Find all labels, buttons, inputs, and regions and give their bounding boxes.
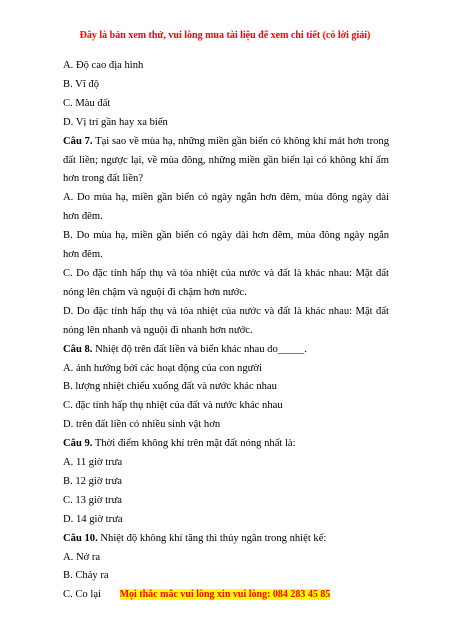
document-body xyxy=(63,57,389,605)
question-8-text: Nhiệt độ trên đất liền và biển khác nhau do_____. xyxy=(95,343,307,355)
question-10-text: Nhiệt độ không khí tăng thì thủy ngân trong nhiệt kế: xyxy=(100,532,327,544)
question-8-label: Câu 8. xyxy=(63,343,93,355)
q6-option-c: C. Màu đất xyxy=(63,97,111,109)
question-9 xyxy=(63,435,389,454)
contact-notice-text: Mọi thắc mắc vui lòng xin vui lòng: 084 283 45 85 xyxy=(119,589,331,600)
q7-option-c: C. Do đặc tính hấp thụ và tỏa nhiệt của nước và đất là khác nhau: Mặt đất nóng lên chậm và nguội đi chậm hơn nước. xyxy=(63,267,389,298)
q9-option-d: D. 14 giờ trưa xyxy=(63,513,123,525)
question-7 xyxy=(63,133,389,190)
question-9-label: Câu 9. xyxy=(63,438,93,450)
q8-option-a: A. ảnh hưởng bởi các hoạt động của con người xyxy=(63,362,262,374)
question-10 xyxy=(63,530,389,549)
preview-notice: Đây là bản xem thử, vui lòng mua tài liệu để xem chi tiết (có lời giải) xyxy=(79,30,371,41)
question-9-text: Thời điểm không khí trên mặt đất nóng nhất là: xyxy=(94,438,296,450)
contact-notice xyxy=(0,589,450,600)
q9-option-a: A. 11 giờ trưa xyxy=(63,457,123,469)
q7-option-b: B. Do mùa hạ, miền gần biển có ngày dài hơn đêm, mùa đông ngày ngắn hơn đêm. xyxy=(63,230,389,261)
q6-option-d: D. Vị trí gần hay xa biển xyxy=(63,116,168,128)
q9-option-c: C. 13 giờ trưa xyxy=(63,494,123,506)
q10-option-c: C. Co lại xyxy=(63,589,101,601)
question-8 xyxy=(63,341,389,360)
q10-option-b: B. Chảy ra xyxy=(63,570,109,582)
q8-option-b: B. lượng nhiệt chiếu xuống đất và nước khác nhau xyxy=(63,381,277,393)
q8-option-c: C. đặc tính hấp thụ nhiệt của đất và nước khác nhau xyxy=(63,400,283,412)
question-7-text: Tại sao về mùa hạ, những miền gần biển có không khí mát hơn trong đất liền; ngược lại, về mùa đông, những miền gần biển lại có không khí ấm hơn trong đất liền? xyxy=(63,135,389,185)
q6-option-a: A. Độ cao địa hình xyxy=(63,60,144,71)
q9-option-b: B. 12 giờ trưa xyxy=(63,475,123,487)
q8-option-d: D. trên đất liền có nhiều sinh vật hơn xyxy=(63,419,221,431)
q7-option-a: A. Do mùa hạ, miền gần biển có ngày ngắn hơn đêm, mùa đông ngày dài hơn đêm. xyxy=(63,192,389,223)
question-10-label: Câu 10. xyxy=(63,532,98,544)
q6-option-b: B. Vĩ độ xyxy=(63,78,100,90)
q10-option-a: A. Nở ra xyxy=(63,551,101,563)
q7-option-d: D. Do đặc tính hấp thụ và tỏa nhiệt của nước và đất là khác nhau: Mặt đất nóng lên nhanh và nguội đi nhanh hơn nước. xyxy=(63,305,389,336)
question-7-label: Câu 7. xyxy=(63,135,93,147)
